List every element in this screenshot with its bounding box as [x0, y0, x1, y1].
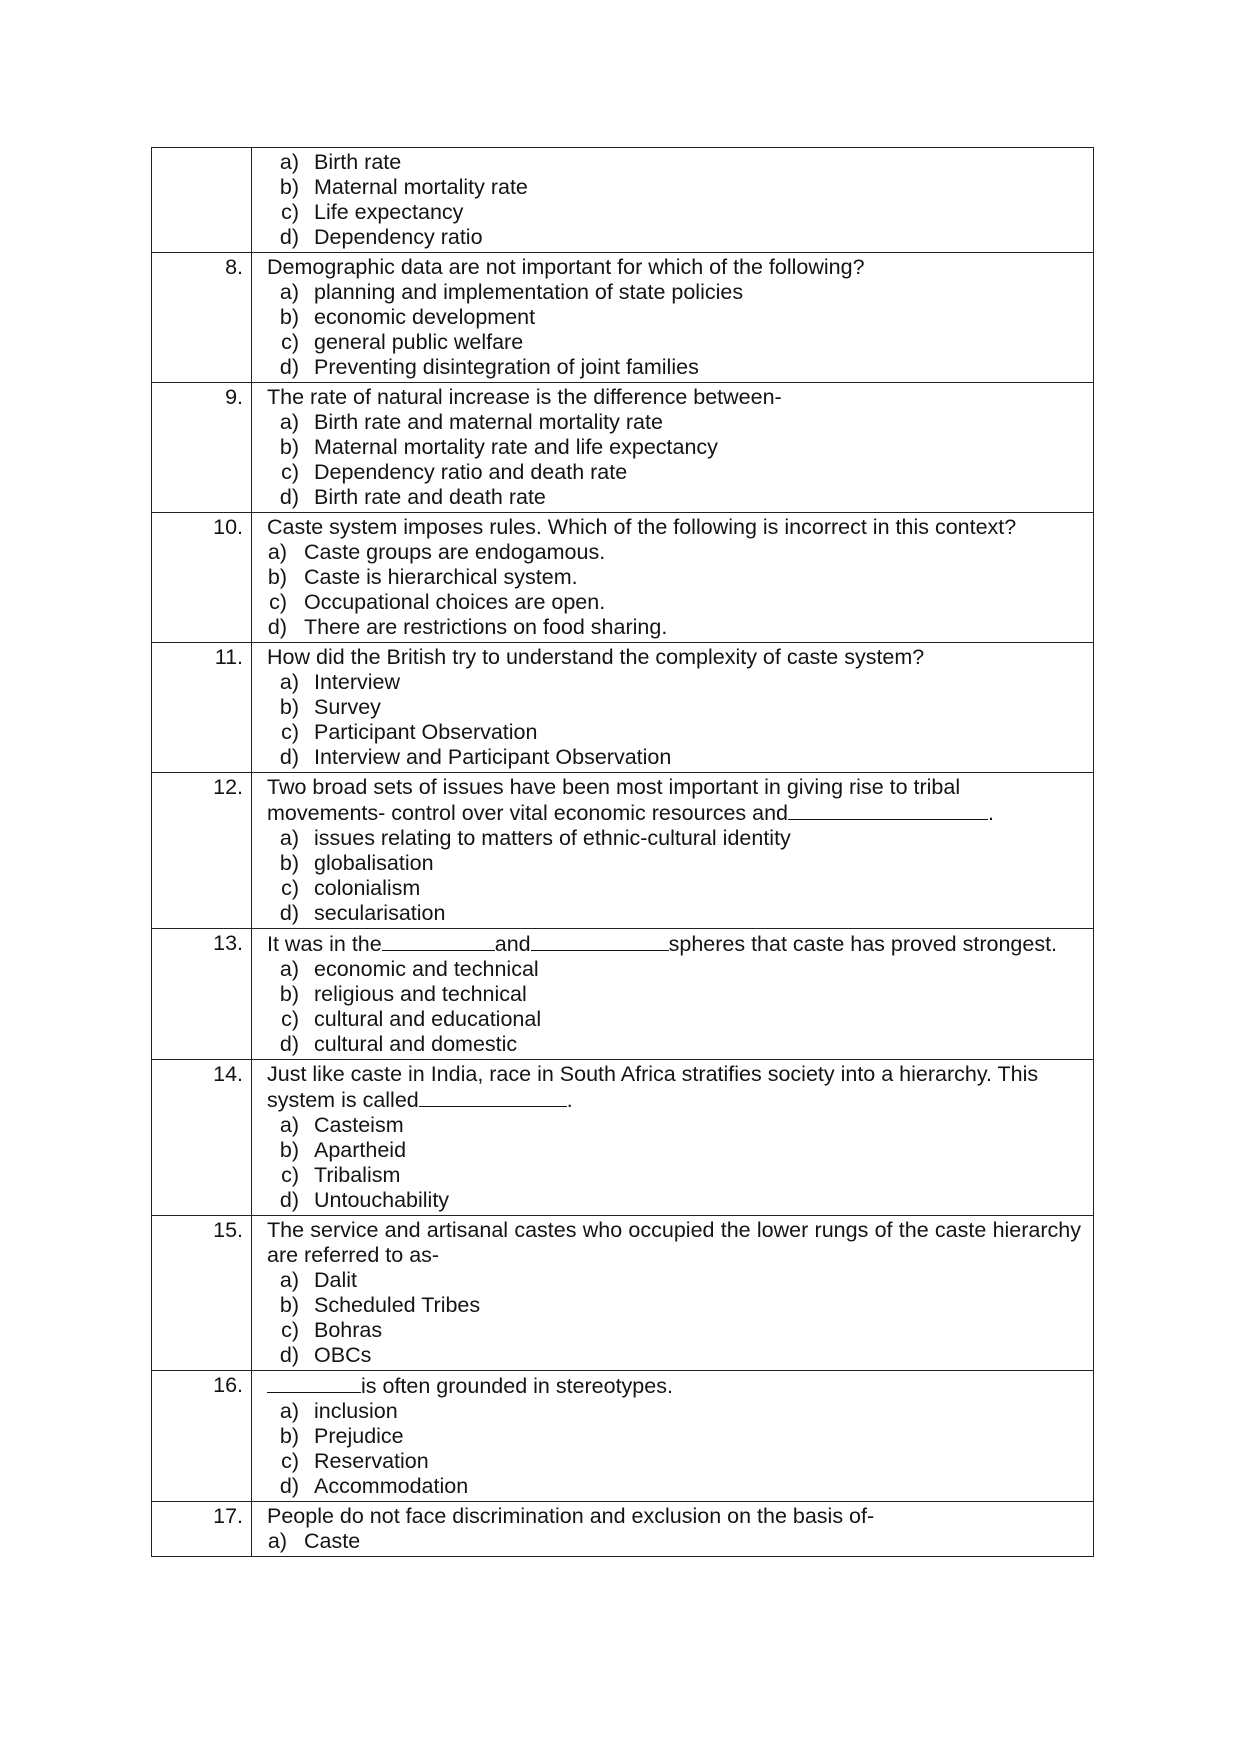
option-text: OBCs [314, 1343, 372, 1367]
option-text: Casteism [314, 1113, 404, 1137]
option [267, 280, 1081, 305]
option-text: Life expectancy [314, 200, 464, 224]
option-text: cultural and educational [314, 1007, 542, 1031]
option [267, 1293, 1081, 1318]
stem-text: and [494, 932, 531, 956]
option-label: b) [279, 1138, 299, 1162]
option-text: Dependency ratio [314, 225, 483, 249]
option-text: There are restrictions on food sharing. [304, 615, 668, 639]
option [267, 1163, 1081, 1188]
fill-in-blank [531, 931, 669, 951]
question-body [252, 1216, 1094, 1371]
option [267, 540, 1081, 565]
option-list [267, 826, 1081, 926]
question-row [152, 1216, 1094, 1371]
option-label: a) [267, 540, 287, 564]
option-label: d) [279, 745, 299, 769]
option-label: d) [279, 901, 299, 925]
question-body [252, 253, 1094, 383]
option-label: c) [281, 1318, 299, 1342]
question-row [152, 148, 1094, 253]
option-text: globalisation [314, 851, 434, 875]
option [267, 876, 1081, 901]
fill-in-blank [419, 1087, 567, 1107]
question-row [152, 253, 1094, 383]
option-list [267, 1113, 1081, 1213]
stem-text: . [566, 1088, 573, 1112]
option-label: d) [279, 355, 299, 379]
option-label: a) [279, 280, 299, 304]
option-text: economic development [314, 305, 536, 329]
question-number: 13. [152, 929, 252, 1060]
question-number: 10. [152, 513, 252, 643]
option-text: cultural and domestic [314, 1032, 518, 1056]
option-text: secularisation [314, 901, 446, 925]
question-row [152, 1371, 1094, 1502]
option-label: a) [267, 1529, 287, 1553]
option-label: b) [279, 1424, 299, 1448]
option [267, 1343, 1081, 1368]
option-label: c) [281, 330, 299, 354]
stem-text: Just like caste in India, race in South Africa stratifies society into a hierarchy. This system is called [267, 1062, 1039, 1112]
option-text: Reservation [314, 1449, 429, 1473]
option-label: c) [281, 876, 299, 900]
option [267, 200, 1081, 225]
option-list [267, 540, 1081, 640]
question-number: 9. [152, 383, 252, 513]
option-label: c) [281, 1449, 299, 1473]
option-text: Birth rate and death rate [314, 485, 546, 509]
option [267, 1007, 1081, 1032]
question-number: 11. [152, 643, 252, 773]
option [267, 826, 1081, 851]
option-list [267, 1268, 1081, 1368]
option [267, 1138, 1081, 1163]
option [267, 150, 1081, 175]
question-stem [267, 1373, 1081, 1399]
option-label: a) [279, 670, 299, 694]
option-text: Participant Observation [314, 720, 538, 744]
option-text: Occupational choices are open. [304, 590, 606, 614]
question-body [252, 1371, 1094, 1502]
option-label: a) [279, 826, 299, 850]
option-label: c) [281, 720, 299, 744]
fill-in-blank [788, 800, 988, 820]
stem-text: spheres that caste has proved strongest. [668, 932, 1058, 956]
option [267, 1268, 1081, 1293]
option-list [267, 1399, 1081, 1499]
option-label: c) [281, 200, 299, 224]
option-text: Caste is hierarchical system. [304, 565, 578, 589]
option [267, 982, 1081, 1007]
fill-in-blank [267, 1373, 361, 1393]
question-stem [267, 775, 1081, 826]
option-label: a) [279, 410, 299, 434]
question-stem: How did the British try to understand the complexity of caste system? [267, 645, 925, 669]
option-text: Caste [304, 1529, 361, 1553]
question-row [152, 1502, 1094, 1557]
question-number: 12. [152, 773, 252, 929]
option [267, 1113, 1081, 1138]
question-number: 8. [152, 253, 252, 383]
option-label: b) [279, 982, 299, 1006]
option-label: d) [279, 1188, 299, 1212]
option [267, 695, 1081, 720]
option-list [267, 670, 1081, 770]
option-text: economic and technical [314, 957, 539, 981]
question-body [252, 148, 1094, 253]
option [267, 670, 1081, 695]
option-label: b) [279, 305, 299, 329]
question-body [252, 513, 1094, 643]
option-label: d) [279, 1474, 299, 1498]
option-label: d) [279, 225, 299, 249]
option-text: Preventing disintegration of joint families [314, 355, 699, 379]
question-body [252, 1060, 1094, 1216]
option-label: c) [281, 1163, 299, 1187]
option [267, 957, 1081, 982]
question-stem: People do not face discrimination and exclusion on the basis of- [267, 1504, 875, 1528]
option-text: inclusion [314, 1399, 398, 1423]
option [267, 851, 1081, 876]
option-list [267, 957, 1081, 1057]
option-text: Caste groups are endogamous. [304, 540, 606, 564]
question-row [152, 929, 1094, 1060]
option [267, 590, 1081, 615]
option [267, 1399, 1081, 1424]
option-text: Maternal mortality rate and life expectancy [314, 435, 718, 459]
question-body [252, 383, 1094, 513]
option-label: a) [279, 1268, 299, 1292]
option [267, 225, 1081, 250]
option-label: a) [279, 150, 299, 174]
question-stem: The service and artisanal castes who occupied the lower rungs of the caste hierarchy are referred to as- [267, 1218, 1081, 1267]
option-text: planning and implementation of state policies [314, 280, 744, 304]
option-label: c) [281, 1007, 299, 1031]
option-label: a) [279, 1399, 299, 1423]
option-text: general public welfare [314, 330, 524, 354]
option [267, 1424, 1081, 1449]
option-text: Dalit [314, 1268, 358, 1292]
question-body [252, 1502, 1094, 1557]
option [267, 355, 1081, 380]
option-label: d) [279, 1343, 299, 1367]
question-stem: Caste system imposes rules. Which of the following is incorrect in this context? [267, 515, 1017, 539]
option-label: a) [279, 1113, 299, 1137]
fill-in-blank [382, 931, 495, 951]
option-label: c) [281, 460, 299, 484]
question-row [152, 1060, 1094, 1216]
question-number: 14. [152, 1060, 252, 1216]
option-text: Scheduled Tribes [314, 1293, 481, 1317]
option-text: Untouchability [314, 1188, 450, 1212]
option [267, 435, 1081, 460]
stem-text: is often grounded in stereotypes. [361, 1374, 673, 1398]
option-text: Bohras [314, 1318, 383, 1342]
option-label: b) [267, 565, 287, 589]
option-list [267, 1529, 1081, 1554]
question-row [152, 773, 1094, 929]
question-number [152, 148, 252, 253]
question-row [152, 383, 1094, 513]
option-label: d) [279, 485, 299, 509]
option-text: issues relating to matters of ethnic-cultural identity [314, 826, 791, 850]
option [267, 565, 1081, 590]
question-number: 15. [152, 1216, 252, 1371]
question-stem: The rate of natural increase is the difference between- [267, 385, 782, 409]
question-stem: Demographic data are not important for which of the following? [267, 255, 865, 279]
option [267, 1529, 1081, 1554]
option [267, 410, 1081, 435]
option-label: b) [279, 1293, 299, 1317]
option-text: Interview [314, 670, 401, 694]
stem-text: Two broad sets of issues have been most important in giving rise to tribal movements- control over vital economic resources and [267, 775, 961, 825]
option-text: Tribalism [314, 1163, 401, 1187]
question-body [252, 773, 1094, 929]
question-body [252, 929, 1094, 1060]
option-text: Dependency ratio and death rate [314, 460, 628, 484]
question-table [151, 147, 1094, 1557]
question-row [152, 643, 1094, 773]
option [267, 901, 1081, 926]
option-text: Accommodation [314, 1474, 469, 1498]
stem-text: . [988, 801, 994, 825]
option-list [267, 410, 1081, 510]
option-label: b) [279, 175, 299, 199]
option [267, 1318, 1081, 1343]
option [267, 1188, 1081, 1213]
option-label: c) [269, 590, 287, 614]
option-text: Interview and Participant Observation [314, 745, 672, 769]
question-number: 16. [152, 1371, 252, 1502]
option-text: Maternal mortality rate [314, 175, 528, 199]
option [267, 485, 1081, 510]
stem-text: It was in the [267, 932, 382, 956]
option [267, 1474, 1081, 1499]
option [267, 330, 1081, 355]
question-stem [267, 931, 1081, 957]
question-body [252, 643, 1094, 773]
option-text: religious and technical [314, 982, 527, 1006]
question-stem [267, 1062, 1081, 1113]
question-row [152, 513, 1094, 643]
option-text: Birth rate [314, 150, 402, 174]
option [267, 720, 1081, 745]
option [267, 615, 1081, 640]
option-label: a) [279, 957, 299, 981]
option [267, 175, 1081, 200]
option [267, 745, 1081, 770]
option-text: Birth rate and maternal mortality rate [314, 410, 663, 434]
option-list [267, 280, 1081, 380]
option-text: Apartheid [314, 1138, 407, 1162]
option-label: d) [267, 615, 287, 639]
option-text: Survey [314, 695, 381, 719]
option-label: b) [279, 435, 299, 459]
question-number: 17. [152, 1502, 252, 1557]
option-list [267, 150, 1081, 250]
option-label: b) [279, 851, 299, 875]
option-label: d) [279, 1032, 299, 1056]
option [267, 1449, 1081, 1474]
option [267, 305, 1081, 330]
option [267, 460, 1081, 485]
option-label: b) [279, 695, 299, 719]
option [267, 1032, 1081, 1057]
option-text: Prejudice [314, 1424, 404, 1448]
option-text: colonialism [314, 876, 421, 900]
